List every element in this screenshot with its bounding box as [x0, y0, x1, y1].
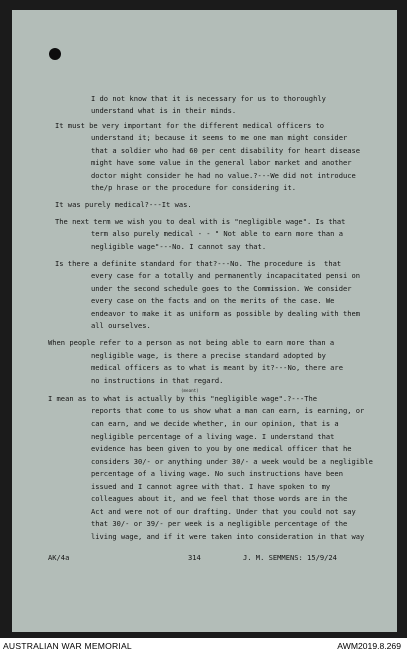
handwritten-insertion: (meant)	[181, 388, 199, 393]
text-line: It was purely medical?---It was.	[55, 200, 192, 209]
text-line: Is there a definite standard for that?---No. The procedure is that	[55, 259, 342, 268]
document-page	[12, 10, 397, 632]
text-line: colleagues about it, and we feel that those words are in the	[91, 494, 348, 503]
text-line: negligible percentage of a living wage. I understand that	[91, 432, 335, 441]
text-line: every case for a totally and permanently incapacitated pensi on	[91, 271, 361, 280]
text-line: considers 30/- or anything under 30/- a week would be a negligible	[91, 457, 373, 466]
text-line: medical officers as to what is meant by it?---No, there are	[91, 363, 343, 372]
footer-page-number: 314	[188, 553, 201, 562]
text-line: that a soldier who had 60 per cent disability for heart disease	[91, 146, 361, 155]
text-line: doctor might consider he had no value.?---We did not introduce	[91, 171, 356, 180]
text-line: can earn, and we decide whether, in our opinion, that is a	[91, 419, 339, 428]
text-line: The next term we wish you to deal with is "negligible wage". Is that	[55, 217, 346, 226]
text-line: all ourselves.	[91, 321, 151, 330]
text-line: endeavor to make it as uniform as possible by dealing with them	[91, 309, 361, 318]
text-line: reports that come to us show what a man can earn, is earning, or	[91, 406, 365, 415]
text-line: negligible wage, is there a precise standard adopted by	[91, 351, 326, 360]
caption-bar	[0, 638, 407, 653]
institution-name: AUSTRALIAN WAR MEMORIAL	[3, 641, 132, 651]
text-line: evidence has been given to you by one medical officer that he	[91, 444, 352, 453]
footer-reference: AK/4a	[48, 553, 70, 562]
text-line: that 30/- or 39/- per week is a negligible percentage of the	[91, 519, 348, 528]
punch-hole	[49, 48, 61, 60]
text-line: term also purely medical - - " Not able to earn more than a	[91, 229, 343, 238]
text-line: I do not know that it is necessary for us to thoroughly	[91, 94, 326, 103]
text-line: It must be very important for the different medical officers to	[55, 121, 325, 130]
text-line: living wage, and if it were taken into consideration in that way	[91, 532, 365, 541]
text-line: no instructions in that regard.	[91, 376, 224, 385]
footer-witness: J. M. SEMMENS: 15/9/24	[243, 553, 337, 562]
text-line: Act and were not of our drafting. Under that you could not say	[91, 507, 356, 516]
text-line: I mean as to what is actually by this "negligible wage".?---The	[48, 394, 318, 403]
text-line: understand it; because it seems to me one man might consider	[91, 133, 348, 142]
accession-number: AWM2019.8.269	[337, 641, 401, 651]
text-line: under the second schedule goes to the Commission. We consider	[91, 284, 352, 293]
text-line: understand what is in their minds.	[91, 106, 237, 115]
text-line: When people refer to a person as not being able to earn more than a	[48, 338, 335, 347]
text-line: every case on the facts and on the merits of the case. We	[91, 296, 335, 305]
text-line: the/p hrase or the procedure for considering it.	[91, 183, 296, 192]
text-line: might have some value in the general labor market and another	[91, 158, 352, 167]
text-line: negligible wage"---No. I cannot say that.	[91, 242, 267, 251]
text-line: issued and I cannot agree with that. I have spoken to my	[91, 482, 331, 491]
text-line: percentage of a living wage. No such instructions have been	[91, 469, 343, 478]
